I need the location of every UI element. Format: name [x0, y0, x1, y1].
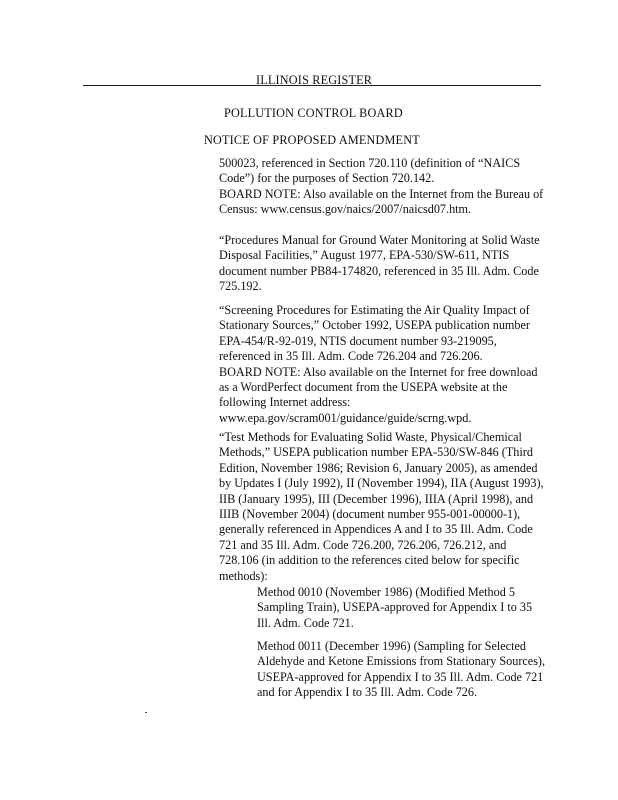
text-line: Methods,” USEPA publication number EPA-530/SW-846 (Third	[219, 445, 533, 460]
text-line: Census: www.census.gov/naics/2007/naicsd07.htm.	[219, 202, 472, 217]
paragraph-method-0011	[257, 639, 545, 701]
notice-title: NOTICE OF PROPOSED AMENDMENT	[204, 133, 420, 147]
text-line: generally referenced in Appendices A and I to 35 Ill. Adm. Code	[219, 522, 533, 537]
text-line: “Screening Procedures for Estimating the Air Quality Impact of	[219, 303, 530, 317]
text-line: following Internet address:	[219, 395, 351, 410]
text-line: as a WordPerfect document from the USEPA website at the	[219, 379, 508, 394]
text-line: IIIB (November 2004) (document number 955-001-00000-1),	[219, 506, 521, 521]
text-line: IIB (January 1995), III (December 1996), IIIA (April 1998), and	[219, 491, 534, 506]
text-line: BOARD NOTE: Also available on the Internet from the Bureau of	[219, 186, 544, 201]
text-line: “Test Methods for Evaluating Solid Waste, Physical/Chemical	[219, 430, 522, 444]
text-line: Disposal Facilities,” August 1977, EPA-530/SW-611, NTIS	[219, 248, 510, 263]
text-line: Method 0010 (November 1986) (Modified Method 5	[257, 585, 515, 599]
text-line: 500023, referenced in Section 720.110 (definition of “NAICS	[219, 156, 521, 170]
text-line: EPA-454/R-92-019, NTIS document number 93-219095,	[219, 333, 497, 348]
paragraph-method-0010	[257, 585, 532, 631]
text-line: USEPA-approved for Appendix I to 35 Ill. Adm. Code 721	[257, 669, 544, 684]
text-line: Method 0011 (December 1996) (Sampling for Selected	[257, 639, 526, 653]
text-line: Sampling Train), USEPA-approved for Appendix I to 35	[257, 600, 533, 615]
paragraph-screening-procedures	[219, 303, 537, 426]
text-line: Edition, November 1986; Revision 6, January 2005), as amended	[219, 460, 538, 475]
text-line: by Updates I (July 1992), II (November 1994), IIA (August 1993),	[219, 476, 544, 491]
text-line: document number PB84-174820, referenced in 35 Ill. Adm. Code	[219, 263, 539, 278]
header-rule	[83, 85, 541, 86]
text-line: methods):	[219, 568, 268, 583]
paragraph-test-methods	[219, 430, 544, 584]
text-line: Stationary Sources,” October 1992, USEPA publication number	[219, 318, 530, 333]
agency-title: POLLUTION CONTROL BOARD	[224, 106, 403, 120]
text-line: 725.192.	[219, 279, 262, 294]
text-line: 721 and 35 Ill. Adm. Code 726.200, 726.206, 726.212, and	[219, 537, 507, 552]
register-title: ILLINOIS REGISTER	[256, 73, 373, 87]
text-line: “Procedures Manual for Ground Water Monitoring at Solid Waste	[219, 233, 540, 247]
text-line: and for Appendix I to 35 Ill. Adm. Code 726.	[257, 685, 478, 700]
scan-speck	[145, 712, 147, 713]
paragraph-naics-reference	[219, 156, 543, 218]
paragraph-groundwater-manual	[219, 233, 540, 295]
text-line: www.epa.gov/scram001/guidance/guide/scrng.wpd.	[219, 410, 472, 425]
text-line: 728.106 (in addition to the references cited below for specific	[219, 553, 520, 568]
text-line: Ill. Adm. Code 721.	[257, 615, 354, 630]
text-line: Aldehyde and Ketone Emissions from Stationary Sources),	[257, 654, 546, 669]
text-line: Code”) for the purposes of Section 720.142.	[219, 171, 435, 186]
text-line: referenced in 35 Ill. Adm. Code 726.204 and 726.206.	[219, 349, 483, 364]
text-line: BOARD NOTE: Also available on the Internet for free download	[219, 364, 538, 379]
